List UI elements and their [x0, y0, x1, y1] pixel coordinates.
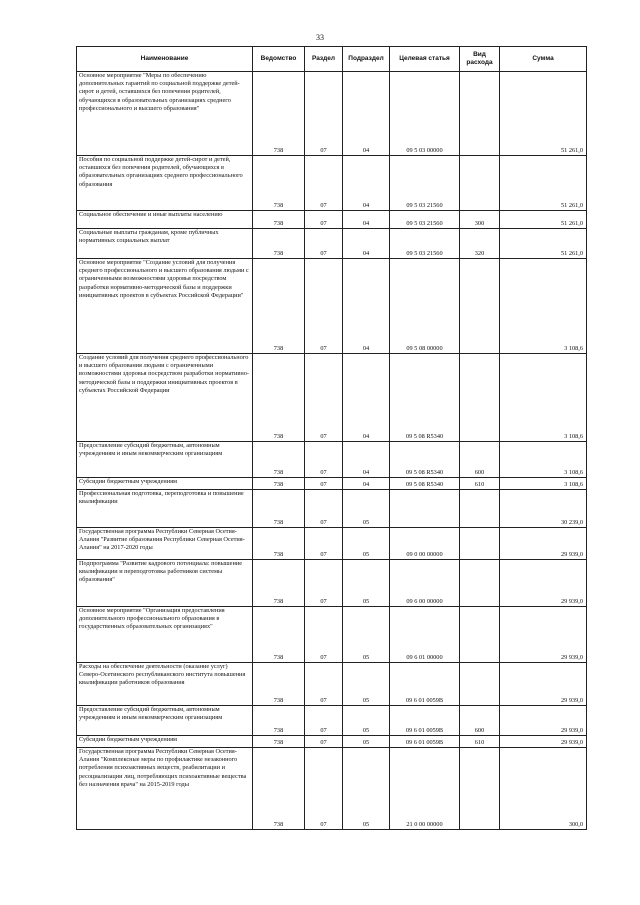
- row-section: 07: [305, 354, 343, 442]
- row-target-item: 09 6 01 00000: [390, 607, 460, 663]
- row-expense-type: 320: [460, 229, 500, 259]
- row-subsection: 05: [343, 706, 390, 736]
- row-name: Основное мероприятие "Организация предоставления дополнительного профессионального образования в государственных образовательных организациях": [77, 607, 253, 663]
- table-row: [77, 354, 587, 442]
- row-section: 07: [305, 211, 343, 229]
- row-name: Профессиональная подготовка, переподготовка и повышение квалификации: [77, 490, 253, 528]
- table-row: [77, 442, 587, 478]
- header-subsection: Подраздел: [343, 47, 390, 72]
- page-number: 33: [316, 33, 324, 42]
- row-subsection: 05: [343, 560, 390, 607]
- row-sum: 29 939,0: [500, 706, 587, 736]
- row-department: 738: [253, 490, 305, 528]
- row-expense-type: 610: [460, 478, 500, 490]
- table-row: [77, 706, 587, 736]
- row-section: 07: [305, 607, 343, 663]
- row-name: Основное мероприятие "Меры по обеспечению дополнительных гарантий по социальной поддержке детей-сирот и детей, оставшихся без попечения родителей, обучающихся в образовательных организациях среднего профессионального и высшего образования": [77, 72, 253, 156]
- header-department: Ведомство: [253, 47, 305, 72]
- row-section: 07: [305, 560, 343, 607]
- header-section: Раздел: [305, 47, 343, 72]
- row-subsection: 04: [343, 229, 390, 259]
- row-target-item: 09 5 08 00000: [390, 259, 460, 354]
- table-row: [77, 259, 587, 354]
- row-target-item: 09 5 03 21560: [390, 156, 460, 211]
- row-department: 738: [253, 560, 305, 607]
- table-row: [77, 748, 587, 830]
- row-subsection: 04: [343, 354, 390, 442]
- row-sum: 3 108,6: [500, 354, 587, 442]
- row-department: 738: [253, 259, 305, 354]
- row-department: 738: [253, 607, 305, 663]
- row-sum: 51 261,0: [500, 156, 587, 211]
- row-subsection: 05: [343, 663, 390, 706]
- table-row: [77, 478, 587, 490]
- table-row: [77, 663, 587, 706]
- row-expense-type: 300: [460, 211, 500, 229]
- row-name: Подпрограмма "Развитие кадрового потенциала: повышение квалификации и переподготовка работников системы образования": [77, 560, 253, 607]
- row-department: 738: [253, 156, 305, 211]
- budget-table: [76, 46, 587, 830]
- row-department: 738: [253, 354, 305, 442]
- row-subsection: 04: [343, 259, 390, 354]
- row-subsection: 05: [343, 490, 390, 528]
- row-target-item: 09 5 08 R5340: [390, 354, 460, 442]
- row-department: 738: [253, 229, 305, 259]
- table-row: [77, 156, 587, 211]
- row-name: Субсидии бюджетным учреждениям: [77, 736, 253, 748]
- row-expense-type: 600: [460, 442, 500, 478]
- row-section: 07: [305, 528, 343, 560]
- header-expense-type: Вид расхода: [460, 47, 500, 72]
- row-section: 07: [305, 259, 343, 354]
- row-expense-type: [460, 156, 500, 211]
- row-sum: 3 108,6: [500, 478, 587, 490]
- row-section: 07: [305, 748, 343, 830]
- row-department: 738: [253, 736, 305, 748]
- table-row: [77, 72, 587, 156]
- row-name: Государственная программа Республики Северная Осетия-Алания "Развитие образования Республики Северная Осетия-Алания" на 2017-2020 годы: [77, 528, 253, 560]
- row-section: 07: [305, 663, 343, 706]
- row-section: 07: [305, 442, 343, 478]
- row-sum: 29 939,0: [500, 607, 587, 663]
- row-expense-type: [460, 748, 500, 830]
- row-expense-type: [460, 490, 500, 528]
- row-sum: 29 939,0: [500, 663, 587, 706]
- row-department: 738: [253, 478, 305, 490]
- table-row: [77, 607, 587, 663]
- row-subsection: 05: [343, 528, 390, 560]
- row-section: 07: [305, 229, 343, 259]
- row-sum: 300,0: [500, 748, 587, 830]
- table-row: [77, 736, 587, 748]
- row-name: Социальное обеспечение и иные выплаты населению: [77, 211, 253, 229]
- row-name: Пособия по социальной поддержке детей-сирот и детей, оставшихся без попечения родителей, обучающихся в образовательных организациях среднего профессионального образования: [77, 156, 253, 211]
- row-subsection: 04: [343, 442, 390, 478]
- header-target-item: Целевая статья: [390, 47, 460, 72]
- row-target-item: 09 5 03 21560: [390, 229, 460, 259]
- header-name: Наименование: [77, 47, 253, 72]
- row-section: 07: [305, 706, 343, 736]
- row-section: 07: [305, 478, 343, 490]
- row-section: 07: [305, 156, 343, 211]
- row-sum: 30 239,0: [500, 490, 587, 528]
- row-expense-type: [460, 354, 500, 442]
- row-target-item: 09 5 03 00000: [390, 72, 460, 156]
- row-name: Предоставление субсидий бюджетным, автономным учреждениям и иным некоммерческим организациям: [77, 706, 253, 736]
- row-department: 738: [253, 706, 305, 736]
- table-row: [77, 211, 587, 229]
- row-sum: 3 108,6: [500, 442, 587, 478]
- row-department: 738: [253, 748, 305, 830]
- row-department: 738: [253, 72, 305, 156]
- row-expense-type: [460, 560, 500, 607]
- row-target-item: 09 5 08 R5340: [390, 478, 460, 490]
- row-name: Предоставление субсидий бюджетным, автономным учреждениям и иным некоммерческим организациям: [77, 442, 253, 478]
- row-department: 738: [253, 663, 305, 706]
- row-subsection: 04: [343, 72, 390, 156]
- row-sum: 29 939,0: [500, 560, 587, 607]
- row-name: Основное мероприятие "Создание условий для получения среднего профессионального и высшего образования людьми с ограниченными возможностями здоровья посредством разработки нормативно-методической базы и поддержки инициативных проектов в субъектах Российской Федерации": [77, 259, 253, 354]
- header-sum: Сумма: [500, 47, 587, 72]
- row-name: Расходы на обеспечение деятельности (оказание услуг) Северо-Осетинского республиканского института повышения квалификации работников образования: [77, 663, 253, 706]
- row-expense-type: [460, 72, 500, 156]
- row-target-item: 09 6 01 0059В: [390, 706, 460, 736]
- row-name: Государственная программа Республики Северная Осетия-Алания "Комплексные меры по профилактике незаконного потребления психоактивных веществ, реабилитации и ресоциализации лиц, потребляющих психоактивные вещества без назначения врача" на 2015-2019 годы: [77, 748, 253, 830]
- row-expense-type: [460, 528, 500, 560]
- table-row: [77, 490, 587, 528]
- row-expense-type: [460, 663, 500, 706]
- row-subsection: 04: [343, 211, 390, 229]
- row-target-item: 09 5 08 R5340: [390, 442, 460, 478]
- table-row: [77, 229, 587, 259]
- row-section: 07: [305, 72, 343, 156]
- row-target-item: 09 6 01 0059В: [390, 663, 460, 706]
- row-sum: 29 939,0: [500, 528, 587, 560]
- row-subsection: 05: [343, 748, 390, 830]
- row-sum: 51 261,0: [500, 229, 587, 259]
- table-row: [77, 560, 587, 607]
- row-department: 738: [253, 442, 305, 478]
- row-target-item: 09 0 00 00000: [390, 528, 460, 560]
- row-name: Социальные выплаты гражданам, кроме публичных нормативных социальных выплат: [77, 229, 253, 259]
- table-header-row: [77, 47, 587, 72]
- row-target-item: 09 5 03 21560: [390, 211, 460, 229]
- row-target-item: [390, 490, 460, 528]
- row-department: 738: [253, 528, 305, 560]
- row-target-item: 09 6 00 00000: [390, 560, 460, 607]
- row-sum: 3 108,6: [500, 259, 587, 354]
- row-name: Субсидии бюджетным учреждениям: [77, 478, 253, 490]
- row-sum: 29 939,0: [500, 736, 587, 748]
- row-expense-type: [460, 259, 500, 354]
- row-subsection: 05: [343, 736, 390, 748]
- row-subsection: 05: [343, 607, 390, 663]
- row-section: 07: [305, 736, 343, 748]
- row-subsection: 04: [343, 478, 390, 490]
- row-department: 738: [253, 211, 305, 229]
- row-section: 07: [305, 490, 343, 528]
- row-expense-type: 610: [460, 736, 500, 748]
- row-name: Создание условий для получения среднего профессионального и высшего образования людьми с ограниченными возможностями здоровья посредством разработки нормативно-методической базы и поддержки инициативных проектов в субъектах Российской Федерации: [77, 354, 253, 442]
- row-target-item: 09 6 01 0059В: [390, 736, 460, 748]
- row-sum: 51 261,0: [500, 72, 587, 156]
- row-expense-type: [460, 607, 500, 663]
- row-expense-type: 600: [460, 706, 500, 736]
- row-sum: 51 261,0: [500, 211, 587, 229]
- table-row: [77, 528, 587, 560]
- row-subsection: 04: [343, 156, 390, 211]
- row-target-item: 21 0 00 00000: [390, 748, 460, 830]
